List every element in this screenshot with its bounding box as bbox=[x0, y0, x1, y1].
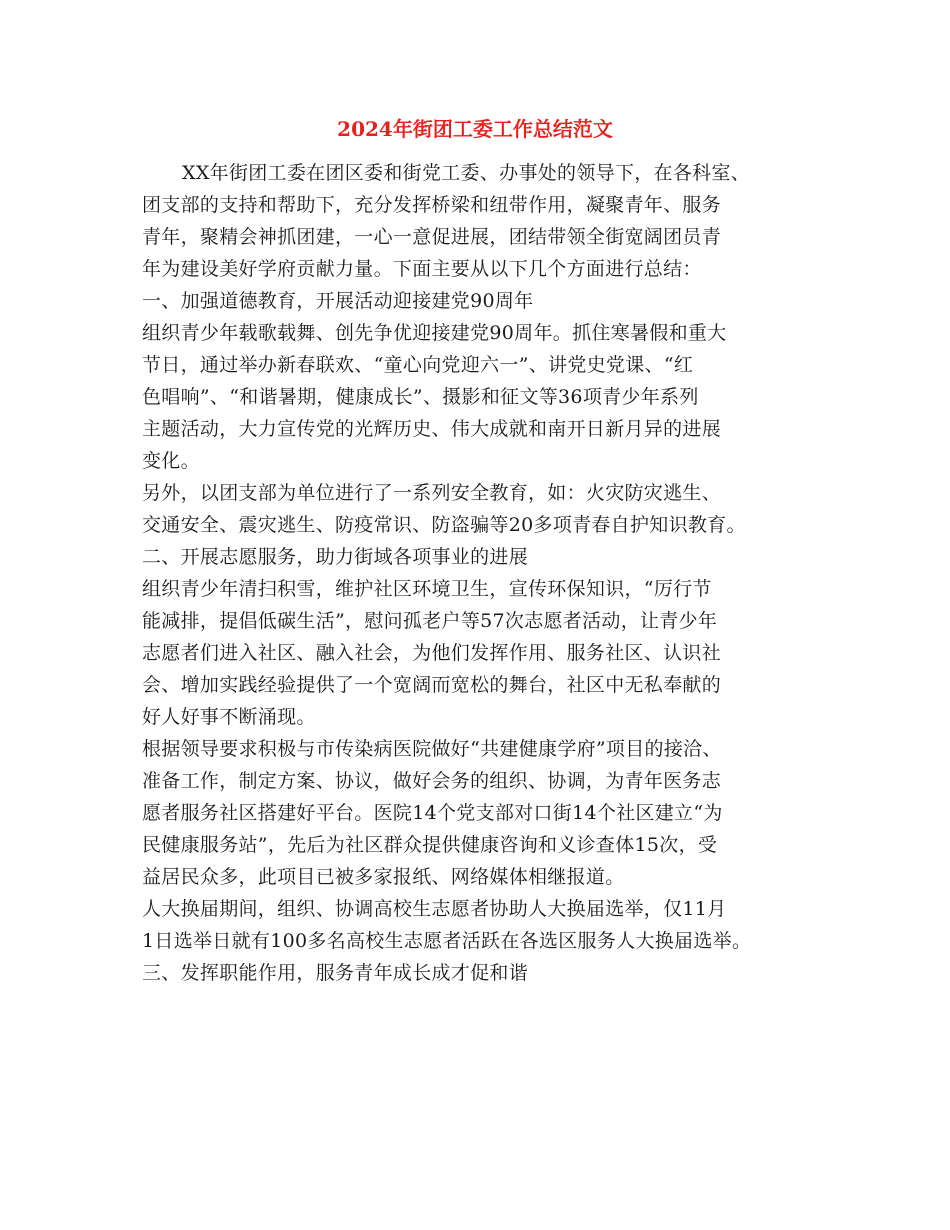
text-line: 团支部的支持和帮助下，充分发挥桥梁和纽带作用，凝聚青年、服务 bbox=[142, 194, 722, 216]
text-line: 愿者服务社区搭建好平台。医院14个党支部对口街14个社区建立“为 bbox=[142, 802, 723, 824]
text-line: 色唱响”、“和谐暑期，健康成长”、摄影和征文等36项青少年系列 bbox=[142, 386, 699, 408]
section-heading: 一、加强道德教育，开展活动迎接建党90周年 bbox=[142, 290, 534, 312]
section-heading: 二、开展志愿服务，助力街域各项事业的进展 bbox=[142, 546, 529, 568]
text-line: 青年，聚精会神抓团建，一心一意促进展，团结带领全街宽阔团员青 bbox=[142, 226, 722, 248]
text-line: XX年街团工委在团区委和街党工委、办事处的领导下，在各科室、 bbox=[182, 162, 751, 184]
text-line: 准备工作，制定方案、协议，做好会务的组织、协调，为青年医务志 bbox=[142, 770, 722, 792]
text-line: 年为建设美好学府贡献力量。下面主要从以下几个方面进行总结： bbox=[142, 258, 702, 280]
text-line: 好人好事不断涌现。 bbox=[142, 706, 316, 728]
section-heading: 三、发挥职能作用，服务青年成长成才促和谐 bbox=[142, 962, 529, 984]
text-line: 交通安全、震灾逃生、防疫常识、防盗骗等20多项青春自护知识教育。 bbox=[142, 514, 746, 536]
text-line: 根据领导要求积极与市传染病医院做好“共建健康学府”项目的接洽、 bbox=[142, 738, 722, 760]
text-line: 益居民众多，此项目已被多家报纸、网络媒体相继报道。 bbox=[142, 866, 625, 888]
document-body bbox=[142, 157, 832, 989]
text-line: 变化。 bbox=[142, 450, 200, 472]
text-line: 节日，通过举办新春联欢、“童心向党迎六一”、讲党史党课、“红 bbox=[142, 354, 694, 376]
text-line: 人大换届期间，组织、协调高校生志愿者协助人大换届选举，仅11月 bbox=[142, 898, 727, 920]
text-line: 主题活动，大力宣传党的光辉历史、伟大成就和南开日新月异的进展 bbox=[142, 418, 722, 440]
text-line: 会、增加实践经验提供了一个宽阔而宽松的舞台，社区中无私奉献的 bbox=[142, 674, 722, 696]
text-line: 组织青少年载歌载舞、创先争优迎接建党90周年。抓住寒暑假和重大 bbox=[142, 322, 727, 344]
text-line: 组织青少年清扫积雪，维护社区环境卫生，宣传环保知识，“厉行节 bbox=[142, 578, 712, 600]
text-line: 志愿者们进入社区、融入社会，为他们发挥作用、服务社区、认识社 bbox=[142, 642, 722, 664]
text-line: 民健康服务站”，先后为社区群众提供健康咨询和义诊查体15次，受 bbox=[142, 834, 718, 856]
text-line: 1日选举日就有100多名高校生志愿者活跃在各选区服务人大换届选举。 bbox=[142, 930, 752, 952]
text-line: 另外，以团支部为单位进行了一系列安全教育，如：火灾防灾逃生、 bbox=[142, 482, 722, 504]
document-title: 2024年街团工委工作总结范文 bbox=[337, 117, 613, 141]
text-line: 能减排，提倡低碳生活”，慰问孤老户等57次志愿者活动，让青少年 bbox=[142, 610, 718, 632]
